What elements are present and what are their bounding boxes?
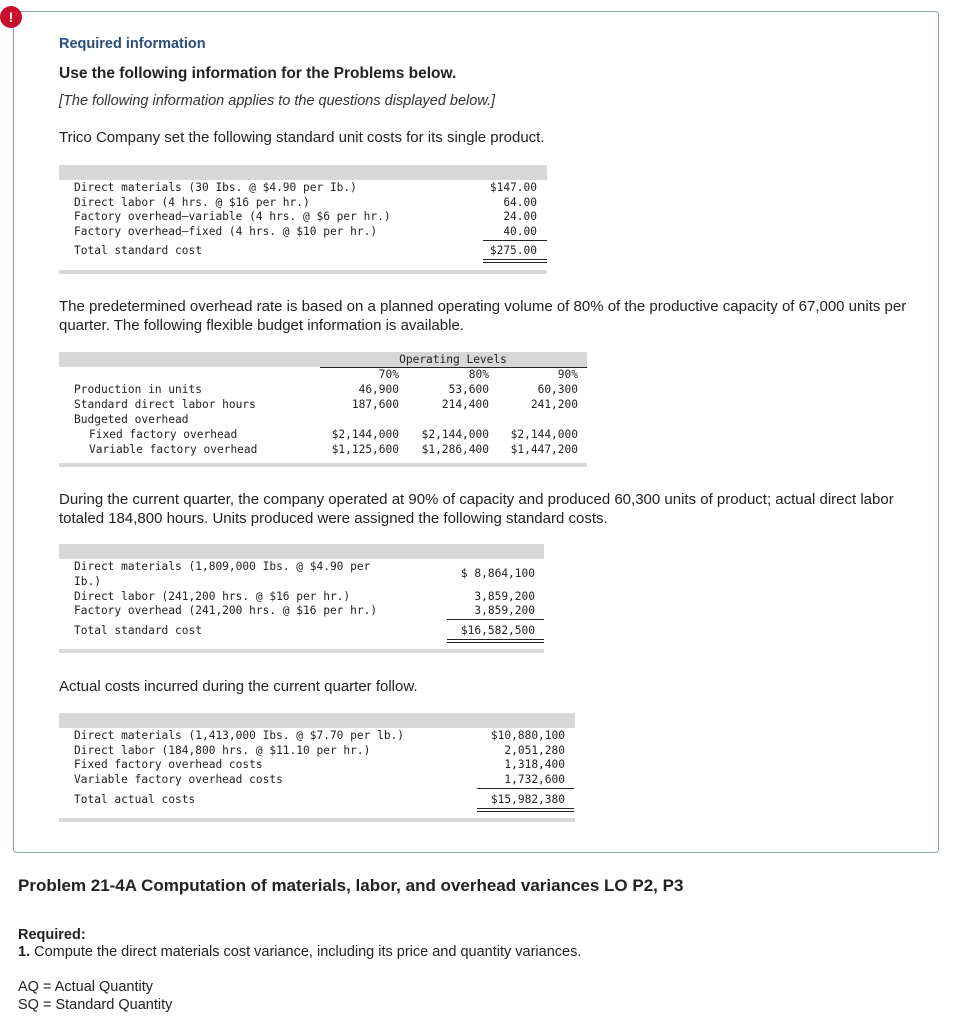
total-label: Total actual costs xyxy=(74,793,196,806)
table-row-value: $ 8,864,100 xyxy=(460,567,535,580)
total-double-rule xyxy=(483,259,547,260)
total-double-rule xyxy=(477,808,574,809)
table-row-label: Direct labor (4 hrs. @ $16 per hr.) xyxy=(74,196,310,209)
table-row-value: 40.00 xyxy=(503,225,537,238)
table-row-value: 3,859,200 xyxy=(474,604,535,617)
table-footer-bar xyxy=(59,818,575,822)
total-double-rule xyxy=(447,642,544,643)
table-cell: $2,144,000 xyxy=(510,428,578,441)
table-row-value: 3,859,200 xyxy=(474,590,535,603)
subtotal-rule xyxy=(447,619,544,620)
table-row-label: Direct materials (1,413,000 Ibs. @ $7.70 per lb.) xyxy=(74,729,405,742)
total-label: Total standard cost xyxy=(74,244,202,257)
required-info-heading: Required information xyxy=(59,36,206,52)
table-header-bar xyxy=(59,713,575,728)
table-row-value: 1,732,600 xyxy=(504,773,565,786)
total-double-rule xyxy=(447,639,544,640)
table-header-bar xyxy=(59,165,547,180)
table-row-label: Ib.) xyxy=(74,575,101,588)
column-header: 70% xyxy=(378,368,399,381)
table-row-value: 1,318,400 xyxy=(504,758,565,771)
total-double-rule xyxy=(477,811,574,812)
problem-title: Problem 21-4A Computation of materials, labor, and overhead variances LO P2, P3 xyxy=(18,876,684,895)
table-cell: $1,286,400 xyxy=(421,443,489,456)
table-footer-bar xyxy=(59,270,547,274)
subtotal-rule xyxy=(483,240,547,241)
table-row-value: 24.00 xyxy=(503,210,537,223)
table-row-label: Factory overhead—fixed (4 hrs. @ $10 per hr.) xyxy=(74,225,378,238)
actual-costs-paragraph: Actual costs incurred during the current quarter follow. xyxy=(59,678,418,695)
table-footer-bar xyxy=(59,649,544,653)
table-header-bar xyxy=(59,544,544,559)
column-header: 80% xyxy=(468,368,489,381)
table-footer-bar xyxy=(59,463,587,467)
column-header: 90% xyxy=(557,368,578,381)
table-row-label: Production in units xyxy=(74,383,202,396)
applies-note: [The following information applies to the questions displayed below.] xyxy=(59,93,496,109)
subtotal-rule xyxy=(477,788,574,789)
table-row-label: Standard direct labor hours xyxy=(74,398,256,411)
overhead-rate-paragraph: The predetermined overhead rate is based on a planned operating volume of 80% of the productive capacity of 67,000 units per quarter. The following flexible budget information is available. xyxy=(59,298,907,334)
required-instruction xyxy=(18,944,581,960)
table-row-value: $10,880,100 xyxy=(490,729,565,742)
table-cell: 60,300 xyxy=(537,383,578,396)
table-row-label: Variable factory overhead costs xyxy=(74,773,283,786)
table-cell: 46,900 xyxy=(358,383,399,396)
table-cell: $2,144,000 xyxy=(421,428,489,441)
total-value: $275.00 xyxy=(489,244,537,257)
table-row-label: Direct materials (30 Ibs. @ $4.90 per Ib.) xyxy=(74,181,357,194)
table-row-label: Budgeted overhead xyxy=(74,413,189,426)
table-cell: $1,447,200 xyxy=(510,443,578,456)
table-row-label: Fixed factory overhead costs xyxy=(74,758,263,771)
operating-levels-heading: Operating Levels xyxy=(399,353,507,366)
table-cell: 53,600 xyxy=(448,383,489,396)
definition-sq: SQ = Standard Quantity xyxy=(18,997,173,1013)
table-row-label: Direct materials (1,809,000 Ibs. @ $4.90 per xyxy=(74,560,371,573)
definition-aq: AQ = Actual Quantity xyxy=(18,979,154,995)
required-number: 1. xyxy=(18,944,31,960)
table-cell: 241,200 xyxy=(530,398,578,411)
total-value: $16,582,500 xyxy=(460,624,535,637)
required-instruction-text: Compute the direct materials cost variance, including its price and quantity variances. xyxy=(30,944,582,960)
table-row-label: Direct labor (184,800 hrs. @ $11.10 per hr.) xyxy=(74,744,371,757)
table-row-value: $147.00 xyxy=(489,181,537,194)
table-row-label: Fixed factory overhead xyxy=(89,428,238,441)
table-cell: 187,600 xyxy=(351,398,399,411)
total-double-rule xyxy=(483,262,547,263)
table-row-value: 2,051,280 xyxy=(504,744,565,757)
alert-icon: ! xyxy=(0,6,22,28)
table-row-label: Factory overhead—variable (4 hrs. @ $6 per hr.) xyxy=(74,210,391,223)
use-following-heading: Use the following information for the Problems below. xyxy=(59,65,457,82)
required-label: Required: xyxy=(18,927,86,943)
table-row-label: Direct labor (241,200 hrs. @ $16 per hr.) xyxy=(74,590,351,603)
table-row-label: Variable factory overhead xyxy=(89,443,258,456)
total-label: Total standard cost xyxy=(74,624,202,637)
table-cell: 214,400 xyxy=(441,398,489,411)
current-quarter-paragraph: During the current quarter, the company operated at 90% of capacity and produced 60,300 units of product; actual direct labor totaled 184,800 hours. Units produced were assigned the following standard costs. xyxy=(59,491,894,527)
table-cell: $2,144,000 xyxy=(331,428,399,441)
table-row-label: Factory overhead (241,200 hrs. @ $16 per hr.) xyxy=(74,604,378,617)
table-cell: $1,125,600 xyxy=(331,443,399,456)
table-row-value: 64.00 xyxy=(503,196,537,209)
intro-paragraph: Trico Company set the following standard unit costs for its single product. xyxy=(59,129,545,146)
total-value: $15,982,380 xyxy=(490,793,565,806)
